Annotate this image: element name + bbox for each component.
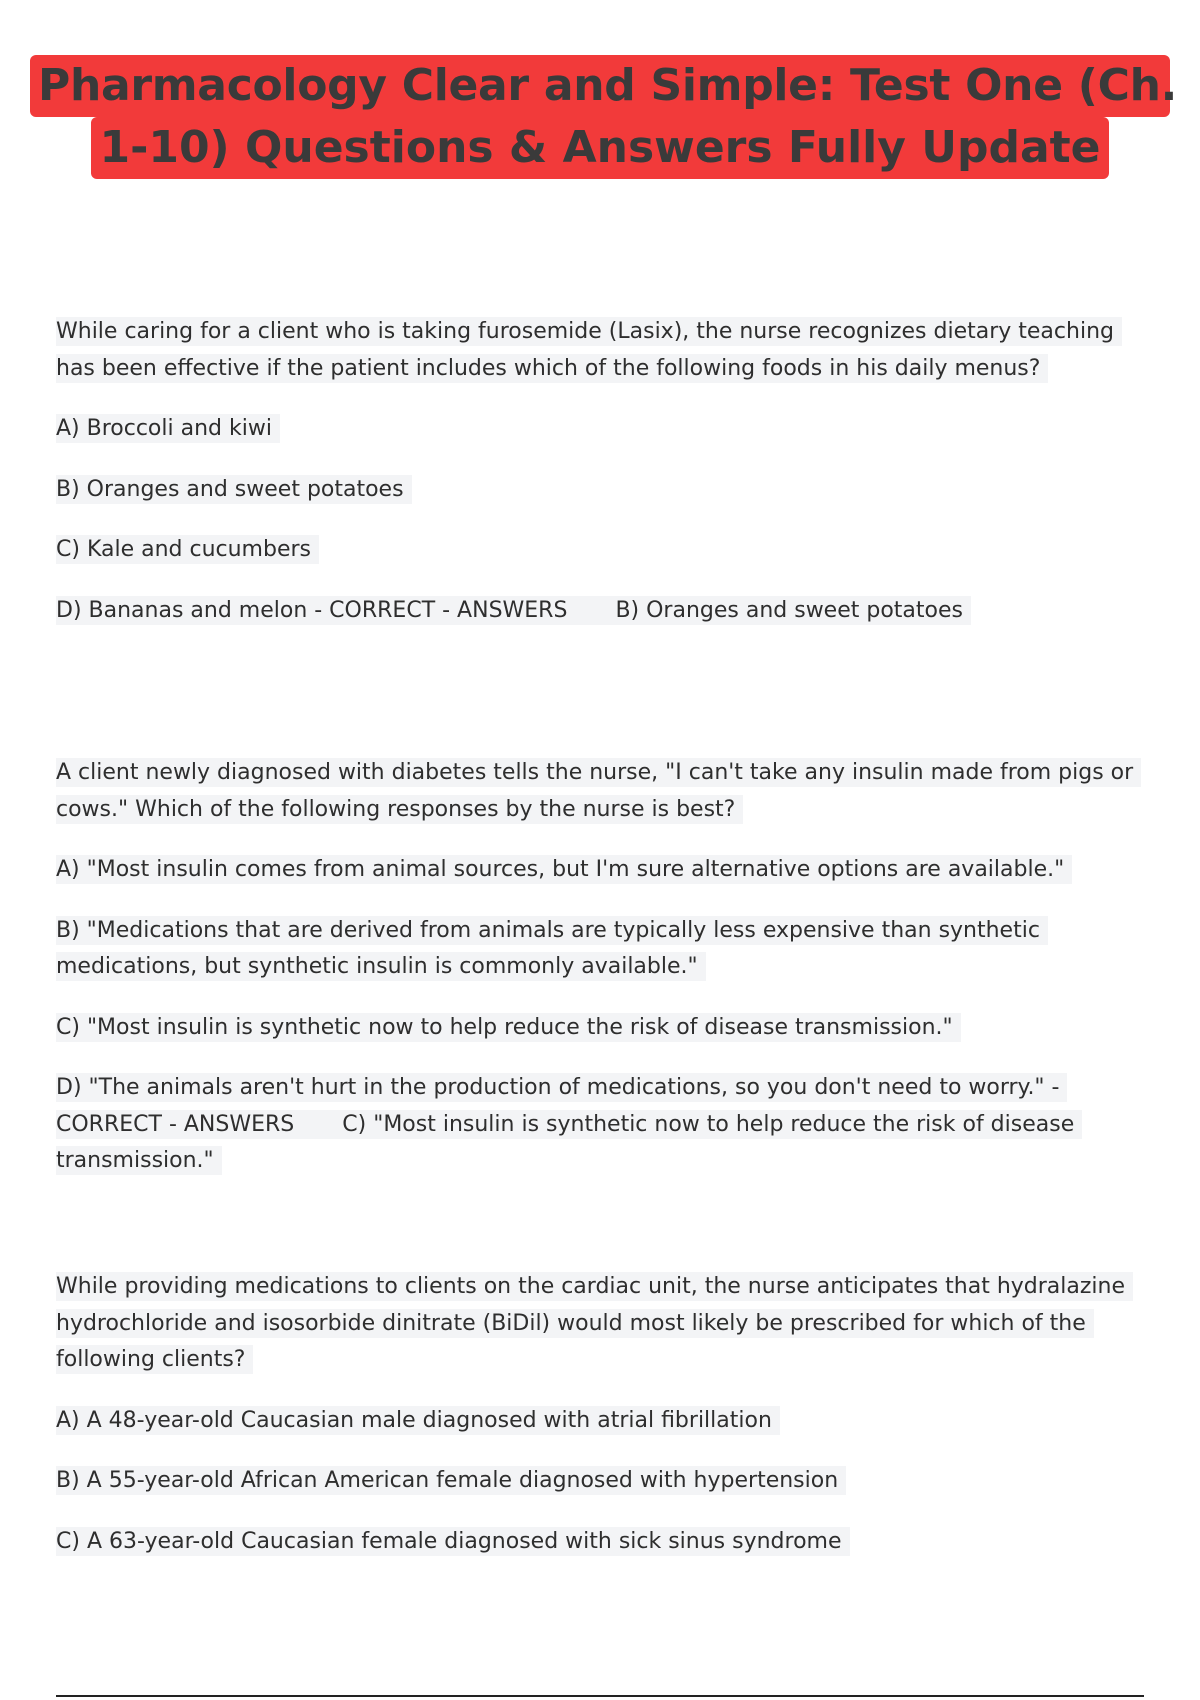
- option-a: A) Broccoli and kiwi: [56, 411, 1156, 448]
- option-c: C) Kale and cucumbers: [56, 532, 1156, 569]
- option-d: D) "The animals aren't hurt in the production of medications, so you don't need to worry." - CORRECT - ANSWERS: [56, 1075, 1060, 1137]
- option-a: A) A 48-year-old Caucasian male diagnosed with atrial fibrillation: [56, 1403, 1156, 1440]
- question-2: [56, 755, 1156, 1204]
- option-c: C) "Most insulin is synthetic now to help reduce the risk of disease transmission.": [56, 1010, 1156, 1047]
- page-divider: [56, 1695, 1144, 1697]
- answer: C) "Most insulin is synthetic now to help reduce the risk of disease transmission.": [56, 1111, 1075, 1173]
- answer: B) Oranges and sweet potatoes: [615, 597, 963, 623]
- title-line-2: 1-10) Questions & Answers Fully Update: [91, 117, 1108, 179]
- title-line-1: Pharmacology Clear and Simple: Test One (Ch.: [30, 55, 1170, 117]
- question-3: [56, 1269, 1156, 1584]
- option-a: A) "Most insulin comes from animal sources, but I'm sure alternative options are available.": [56, 852, 1156, 889]
- question-1: [56, 314, 1156, 653]
- question-stem: While caring for a client who is taking furosemide (Lasix), the nurse recognizes dietary teaching has been effective if the patient includes which of the following foods in his daily menus?: [56, 314, 1156, 387]
- option-b: B) "Medications that are derived from animals are typically less expensive than synthetic medications, but synthetic insulin is commonly available.": [56, 913, 1156, 986]
- option-c: C) A 63-year-old Caucasian female diagnosed with sick sinus syndrome: [56, 1524, 1156, 1561]
- option-d-with-answer: [56, 593, 1156, 630]
- option-d: D) Bananas and melon - CORRECT - ANSWERS: [56, 597, 568, 623]
- option-d-with-answer: [56, 1070, 1156, 1180]
- option-b: B) Oranges and sweet potatoes: [56, 472, 1156, 509]
- question-stem: A client newly diagnosed with diabetes tells the nurse, "I can't take any insulin made from pigs or cows." Which of the following responses by the nurse is best?: [56, 755, 1156, 828]
- document-title: [0, 55, 1200, 179]
- question-stem: While providing medications to clients on the cardiac unit, the nurse anticipates that hydralazine hydrochloride and isosorbide dinitrate (BiDil) would most likely be prescribed for which of the following clients?: [56, 1269, 1156, 1379]
- option-b: B) A 55-year-old African American female diagnosed with hypertension: [56, 1463, 1156, 1500]
